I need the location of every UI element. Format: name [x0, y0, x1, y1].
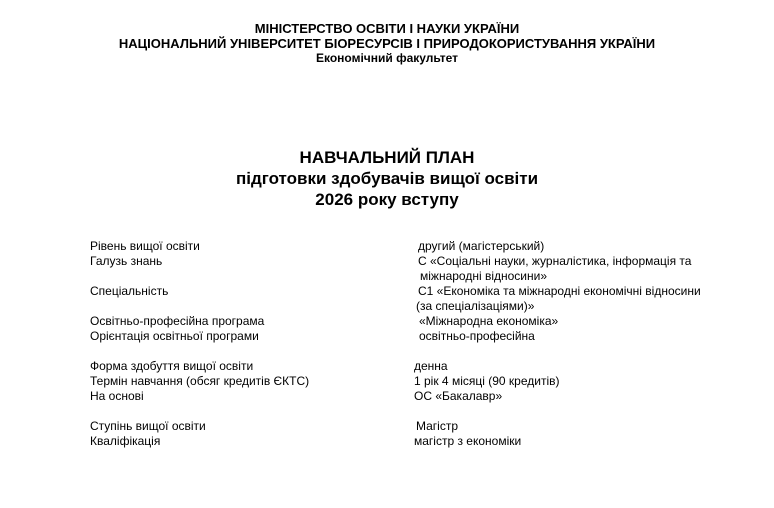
term-label: Термін навчання (обсяг кредитів ЄКТС) [90, 374, 310, 388]
specialty-value: С1 «Економіка та міжнародні економічні відносини [418, 284, 701, 298]
level-label: Рівень вищої освіти [90, 239, 200, 253]
level-value: другий (магістерський) [418, 239, 545, 253]
branch-label: Галузь знань [90, 254, 163, 268]
plan-title: НАВЧАЛЬНИЙ ПЛАН [299, 148, 475, 167]
degree-value: Магістр [416, 419, 459, 433]
form-label: Форма здобуття вищої освіти [90, 359, 254, 373]
university-heading: НАЦІОНАЛЬНИЙ УНІВЕРСИТЕТ БІОРЕСУРСІВ І ПРИРОДОКОРИСТУВАННЯ УКРАЇНИ [118, 36, 656, 51]
branch-value: С «Соціальні науки, журналістика, інформація та [418, 254, 692, 268]
qualification-value: магістр з економіки [414, 434, 522, 448]
specialty-value-continued: (за спеціалізаціями)» [416, 299, 535, 313]
term-value: 1 рік 4 місяці (90 кредитів) [414, 374, 560, 388]
specialty-label: Спеціальність [90, 284, 169, 298]
branch-value-continued: міжнародні відносини» [420, 269, 548, 283]
program-value: «Міжнародна економіка» [419, 314, 559, 328]
orientation-value: освітньо-професійна [419, 329, 535, 343]
orientation-label: Орієнтація освітньої програми [90, 329, 259, 343]
degree-label: Ступінь вищої освіти [90, 419, 206, 433]
ministry-heading: МІНІСТЕРСТВО ОСВІТИ І НАУКИ УКРАЇНИ [254, 21, 520, 36]
basis-value: ОС «Бакалавр» [414, 389, 503, 403]
form-value: денна [414, 359, 448, 373]
plan-subtitle: підготовки здобувачів вищої освіти [235, 169, 539, 188]
plan-year: 2026 року вступу [315, 190, 459, 209]
faculty-heading: Економічний факультет [315, 51, 459, 65]
basis-label: На основі [90, 389, 144, 403]
qualification-label: Кваліфікація [90, 434, 161, 448]
program-label: Освітньо-професійна програма [90, 314, 265, 328]
